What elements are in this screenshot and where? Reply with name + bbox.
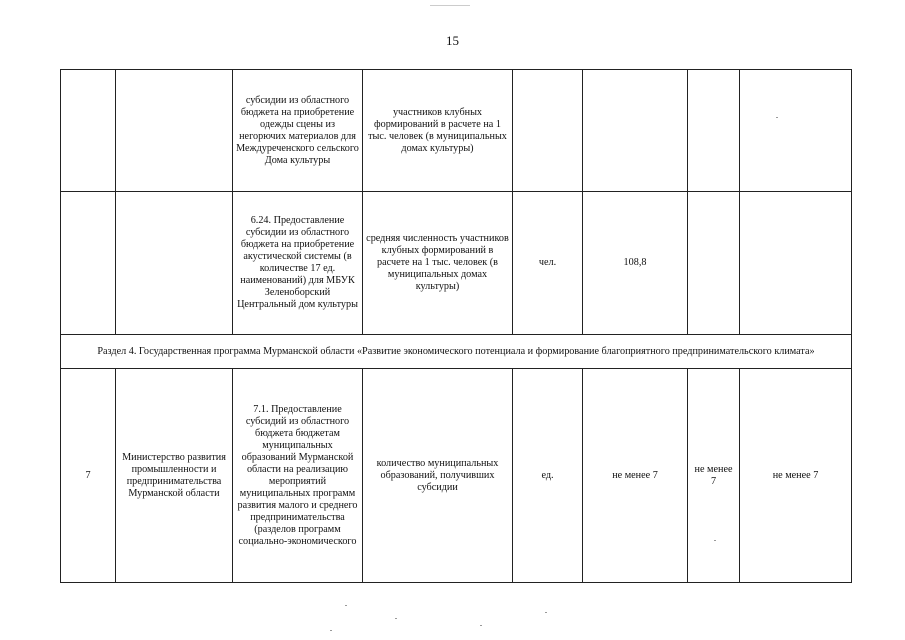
program-table (60, 69, 852, 583)
value-cell-3 (740, 70, 852, 192)
indicator-cell (363, 70, 513, 192)
table-row (61, 192, 852, 335)
event-text: 7.1. Предоставление субсидий из областного бюджета бюджетам муниципальных образований Мурманской области на реализацию мероприятий муниципальных программ развития малого и среднего предпринимательства (разделов программ социально-экономического (237, 403, 358, 547)
scan-speck (330, 630, 332, 631)
unit-text: ед. (541, 469, 554, 481)
section-row (61, 335, 852, 369)
unit-text: чел. (538, 257, 557, 268)
indicator-text: средняя численность участников клубных формирований в расчете на 1 тыс. человек (в муниципальных домах культуры) (366, 233, 509, 292)
value-cell-3 (740, 192, 852, 335)
unit-cell (513, 192, 583, 335)
section-heading: Раздел 4. Государственная программа Мурманской области «Развитие экономического потенциала и формирование благоприятного предпринимательского климата» (97, 345, 815, 357)
table-row (61, 70, 852, 192)
indicator-text: участников клубных формирований в расчете на 1 тыс. человек (в муниципальных домах культуры) (368, 106, 507, 154)
number-cell (61, 369, 116, 583)
row-number: 7 (85, 469, 91, 481)
scan-speck (430, 5, 470, 6)
scan-speck (480, 625, 482, 626)
ministry-cell (116, 70, 233, 192)
table-row (61, 369, 852, 583)
page-number: 15 (446, 33, 459, 48)
value-cell-3 (740, 369, 852, 583)
indicator-cell (363, 192, 513, 335)
value-text: не менее 7 (612, 469, 658, 481)
value-cell-2 (688, 192, 740, 335)
event-cell (233, 192, 363, 335)
value-cell-1 (583, 369, 688, 583)
indicator-text: количество муниципальных образований, получивших субсидии (376, 457, 499, 493)
indicator-cell (363, 369, 513, 583)
scan-speck (345, 605, 347, 606)
value-text: не менее 7 (772, 469, 819, 481)
value-text: не менее 7 (694, 463, 733, 487)
event-text: 6.24. Предоставление субсидии из областного бюджета на приобретение акустической системы (в количестве 17 ед. наименований) для МБУК Зеленоборский Центральный дом культуры (237, 215, 358, 310)
unit-cell (513, 369, 583, 583)
number-cell (61, 70, 116, 192)
value-cell-2 (688, 369, 740, 583)
number-cell (61, 192, 116, 335)
scan-speck (714, 540, 716, 541)
ministry-text: Министерство развития промышленности и предпринимательства Мурманской области (122, 451, 226, 499)
ministry-cell (116, 192, 233, 335)
value-cell-2 (688, 70, 740, 192)
value-cell-1 (583, 70, 688, 192)
scan-speck (776, 117, 778, 118)
scan-speck (395, 618, 397, 619)
event-cell (233, 369, 363, 583)
event-text: субсидии из областного бюджета на приобретение одежды сцены из негорючих материалов для Междуреченского сельского Дома культуры (236, 94, 359, 166)
scan-speck (545, 612, 547, 613)
ministry-cell (116, 369, 233, 583)
value-text: 108,8 (623, 257, 647, 268)
event-cell (233, 70, 363, 192)
value-cell-1 (583, 192, 688, 335)
section-cell (61, 335, 852, 369)
unit-cell (513, 70, 583, 192)
